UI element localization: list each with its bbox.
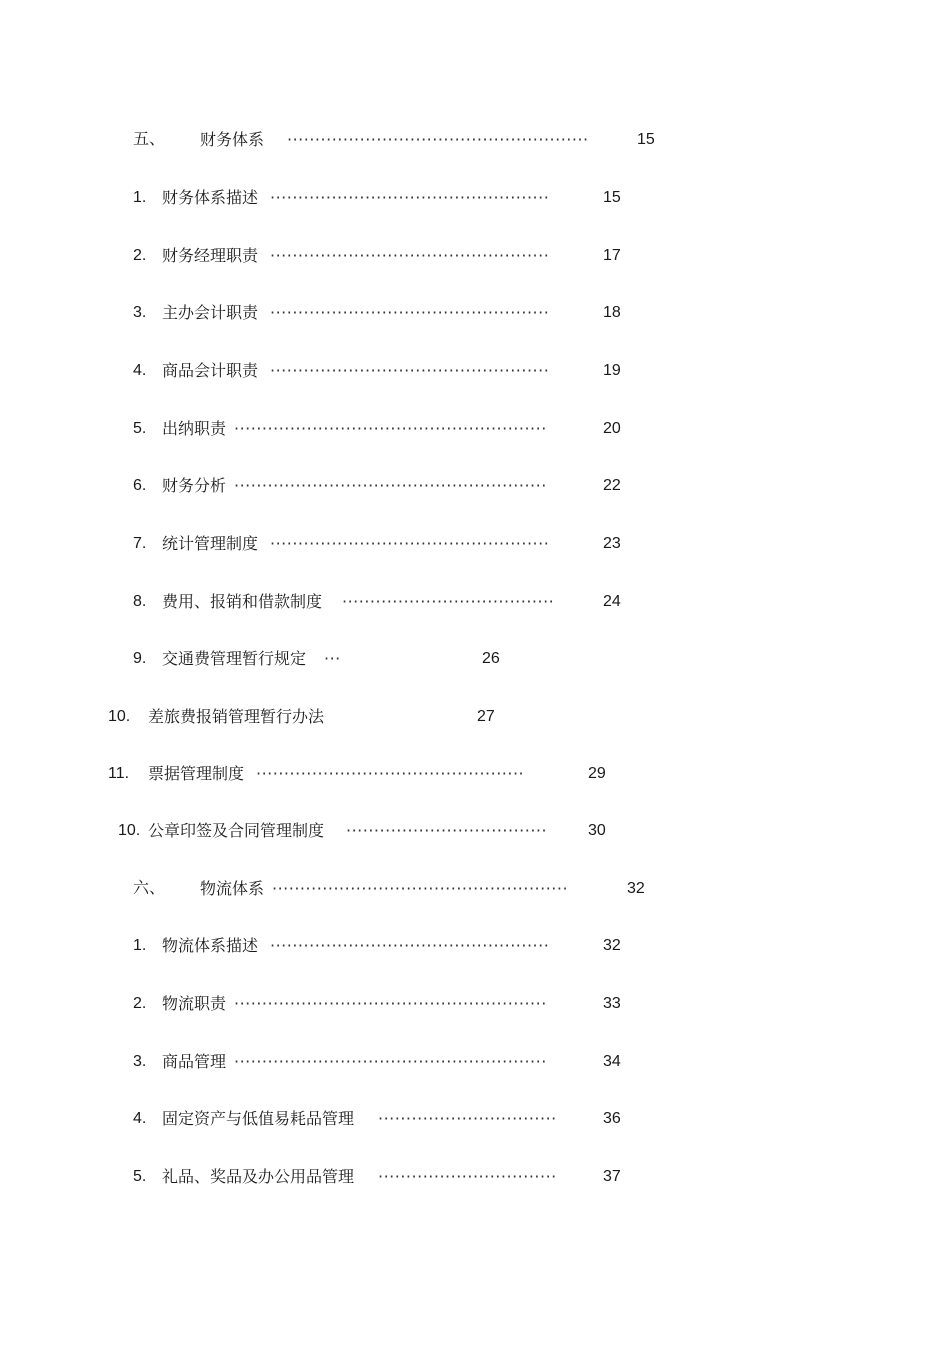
- toc-entry-title: 出纳职责: [162, 419, 227, 438]
- toc-page-number: 37: [603, 1168, 621, 1185]
- toc-page-number: 32: [603, 937, 621, 954]
- toc-dot-leader: ················································: [256, 764, 525, 783]
- toc-entry-number: 2.: [133, 247, 147, 264]
- toc-dot-leader: ································: [378, 1109, 557, 1128]
- toc-entry[interactable]: [0, 705, 950, 729]
- toc-page-number: 19: [603, 362, 621, 379]
- toc-entry[interactable]: [0, 301, 950, 325]
- toc-entry-number: 六、: [133, 880, 166, 897]
- toc-entry-title: 主办会计职责: [162, 303, 259, 322]
- toc-entry-title: 物流体系: [200, 879, 265, 898]
- toc-entry-number: 9.: [133, 650, 147, 667]
- toc-dot-leader: ···: [324, 649, 341, 668]
- toc-entry[interactable]: [0, 186, 950, 210]
- toc-dot-leader: ····································: [346, 821, 548, 840]
- toc-entry-number: 7.: [133, 535, 147, 552]
- toc-entry-title: 物流职责: [162, 994, 227, 1013]
- toc-entry-title: 固定资产与低值易耗品管理: [162, 1109, 355, 1128]
- toc-dot-leader: ······································: [342, 592, 555, 611]
- toc-entry-number: 10.: [108, 708, 131, 725]
- toc-entry[interactable]: [0, 590, 950, 614]
- toc-entry-number: 10.: [118, 822, 141, 839]
- toc-entry-number: 4.: [133, 362, 147, 379]
- toc-entry-title: 财务经理职责: [162, 246, 259, 265]
- toc-entry[interactable]: [0, 359, 950, 383]
- toc-dot-leader: ························································: [234, 1052, 547, 1071]
- toc-entry-number: 5.: [133, 420, 147, 437]
- toc-dot-leader: ··················································: [270, 246, 550, 265]
- toc-page-number: 33: [603, 995, 621, 1012]
- toc-entry-title: 礼品、奖品及办公用品管理: [162, 1167, 355, 1186]
- toc-entry-title: 差旅费报销管理暂行办法: [148, 707, 325, 726]
- toc-entry-number: 3.: [133, 304, 147, 321]
- toc-page-number: 22: [603, 477, 621, 494]
- toc-dot-leader: ························································: [234, 476, 547, 495]
- toc-entry[interactable]: [0, 647, 950, 671]
- toc-page-number: 17: [603, 247, 621, 264]
- toc-entry[interactable]: [0, 417, 950, 441]
- toc-page-number: 26: [482, 650, 500, 667]
- toc-entry-title: 票据管理制度: [148, 764, 245, 783]
- toc-dot-leader: ························································: [234, 994, 547, 1013]
- toc-entry-number: 3.: [133, 1053, 147, 1070]
- toc-entry-title: 商品管理: [162, 1052, 227, 1071]
- toc-dot-leader: ································: [378, 1167, 557, 1186]
- toc-entry-title: 统计管理制度: [162, 534, 259, 553]
- toc-entry-title: 物流体系描述: [162, 936, 259, 955]
- toc-page-number: 32: [627, 880, 645, 897]
- toc-dot-leader: ························································: [234, 419, 547, 438]
- toc-entry-title: 公章印签及合同管理制度: [148, 821, 325, 840]
- toc-entry[interactable]: [0, 992, 950, 1016]
- toc-entry[interactable]: [0, 819, 950, 843]
- toc-page-number: 18: [603, 304, 621, 321]
- toc-page-number: 23: [603, 535, 621, 552]
- toc-entry[interactable]: [0, 532, 950, 556]
- toc-dot-leader: ··················································: [270, 361, 550, 380]
- toc-dot-leader: ······················································: [287, 130, 589, 149]
- toc-page-number: 34: [603, 1053, 621, 1070]
- toc-entry[interactable]: [0, 244, 950, 268]
- toc-dot-leader: ··················································: [270, 303, 550, 322]
- toc-entry-number: 五、: [133, 131, 166, 148]
- toc-page-number: 15: [637, 131, 655, 148]
- toc-entry-title: 商品会计职责: [162, 361, 259, 380]
- toc-dot-leader: ··················································: [270, 188, 550, 207]
- toc-page-number: 30: [588, 822, 606, 839]
- toc-dot-leader: ··················································: [270, 936, 550, 955]
- toc-entry[interactable]: [0, 474, 950, 498]
- toc-entry-number: 5.: [133, 1168, 147, 1185]
- toc-entry-number: 1.: [133, 189, 147, 206]
- toc-entry-number: 11.: [108, 765, 130, 782]
- toc-entry-number: 4.: [133, 1110, 147, 1127]
- toc-page-number: 15: [603, 189, 621, 206]
- toc-entry[interactable]: [0, 1165, 950, 1189]
- toc-entry-title: 财务体系: [200, 130, 265, 149]
- toc-entry-number: 2.: [133, 995, 147, 1012]
- toc-entry[interactable]: [0, 877, 950, 901]
- toc-entry[interactable]: [0, 1107, 950, 1131]
- toc-entry[interactable]: [0, 128, 950, 152]
- toc-page-number: 20: [603, 420, 621, 437]
- toc-entry-number: 6.: [133, 477, 147, 494]
- toc-entry[interactable]: [0, 1050, 950, 1074]
- toc-entry[interactable]: [0, 762, 950, 786]
- toc-entry-title: 交通费管理暂行规定: [162, 649, 307, 668]
- toc-page-number: 36: [603, 1110, 621, 1127]
- toc-entry-number: 8.: [133, 593, 147, 610]
- toc-entry-number: 1.: [133, 937, 147, 954]
- toc-page-number: 24: [603, 593, 621, 610]
- toc-dot-leader: ·····················································: [272, 879, 569, 898]
- toc-entry-title: 财务体系描述: [162, 188, 259, 207]
- toc-dot-leader: ··················································: [270, 534, 550, 553]
- toc-page-number: 27: [477, 708, 495, 725]
- toc-entry-title: 费用、报销和借款制度: [162, 592, 323, 611]
- toc-entry-title: 财务分析: [162, 476, 227, 495]
- toc-entry[interactable]: [0, 934, 950, 958]
- toc-page-number: 29: [588, 765, 606, 782]
